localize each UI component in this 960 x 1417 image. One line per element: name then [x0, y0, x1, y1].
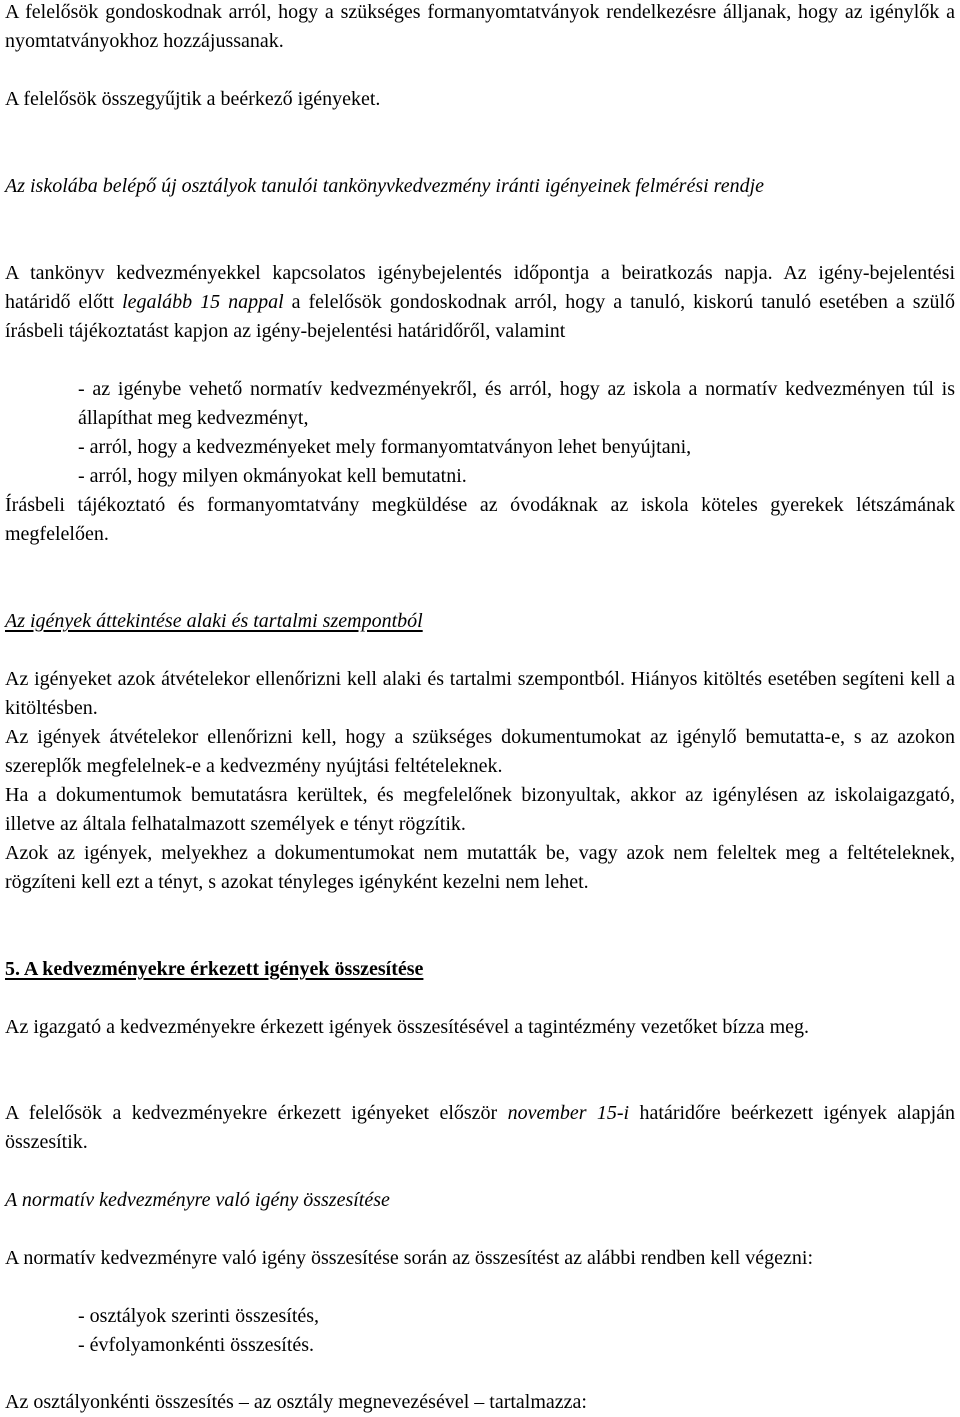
- paragraph-forms-availability: A felelősök gondoskodnak arról, hogy a szükséges formanyomtatványok rendelkezésre álljanak, hogy az igénylők a nyomtatványokhoz hozzájussanak.: [5, 1, 955, 52]
- paragraph-november-deadline: [5, 1099, 955, 1157]
- subheading-normative-summary: A normatív kedvezményre való igény összesítése: [5, 1189, 390, 1211]
- list-item: - az igénybe vehető normatív kedvezményekről, és arról, hogy az iskola a normatív kedvezményen túl is állapíthat meg kedvezményt,: [78, 378, 955, 429]
- list-summary-order: [78, 1302, 955, 1360]
- paragraph-check-form: Az igényeket azok átvételekor ellenőrizni kell alaki és tartalmi szempontból. Hiányos kitöltés esetében segíteni kell a kitöltésben.: [5, 668, 955, 719]
- list-item: - arról, hogy a kedvezményeket mely formanyomtatványon lehet benyújtani,: [78, 436, 692, 458]
- text-deadline-intro: A tankönyv kedvezményekkel kapcsolatos igénybejelentés időpontja a beiratkozás napja. Az igény-bejelentési határidő előtt: [5, 262, 955, 313]
- paragraph-record-fact: Ha a dokumentumok bemutatásra kerültek, és megfelelőnek bizonyultak, akkor az igénylésen az iskolaigazgató, illetve az általa felhatalmazott személyek e tényt rögzítik.: [5, 784, 955, 835]
- text-november-rest: határidőre beérkezett igények alapján összesítik.: [5, 1102, 956, 1153]
- list-information-items: [78, 375, 955, 491]
- paragraph-check-documents: Az igények átvételekor ellenőrizni kell, hogy a szükséges dokumentumokat az igénylő bemutatta-e, s az azokon szereplők megfelelnek-e a kedvezmény nyújtási feltételeknek.: [5, 726, 955, 777]
- list-item: - osztályok szerinti összesítés,: [78, 1305, 320, 1327]
- list-item: - arról, hogy milyen okmányokat kell bemutatni.: [78, 465, 467, 487]
- list-item: - évfolyamonkénti összesítés.: [78, 1334, 315, 1356]
- paragraph-director-assigns: Az igazgató a kedvezményekre érkezett igények összesítésével a tagintézmény vezetőket bízza meg.: [5, 1016, 810, 1038]
- paragraph-collect-requests: A felelősök összegyűjtik a beérkező igényeket.: [5, 88, 381, 110]
- text-november-intro: A felelősök a kedvezményekre érkezett igényeket először: [5, 1102, 498, 1124]
- paragraph-summary-order: A normatív kedvezményre való igény összesítése során az összesítést az alábbi rendben kell végezni:: [5, 1247, 814, 1269]
- paragraph-class-summary-contents: Az osztályonkénti összesítés – az osztály megnevezésével – tartalmazza:: [5, 1391, 587, 1413]
- paragraph-invalid-requests: Azok az igények, melyekhez a dokumentumokat nem mutatták be, vagy azok nem feleltek meg a feltételeknek, rögzíteni kell ezt a tényt, s azokat tényleges igényként kezelni nem lehet.: [5, 842, 955, 893]
- text-november-emphasis: november 15-i: [507, 1102, 630, 1124]
- paragraph-deadline-info: [5, 259, 955, 346]
- text-deadline-rest: a felelősök gondoskodnak arról, hogy a tanuló, kiskorú tanuló esetében a szülő írásbeli tájékoztatást kapjon az igény-bejelentési határidőről, valamint: [5, 291, 956, 342]
- section-heading-5: 5. A kedvezményekre érkezett igények összesítése: [5, 958, 424, 980]
- subheading-review: Az igények áttekintése alaki és tartalmi szempontból: [5, 610, 423, 632]
- subheading-new-classes-survey: Az iskolába belépő új osztályok tanulói tankönyvkedvezmény iránti igényeinek felmérési rendje: [5, 175, 765, 197]
- text-deadline-emphasis: legalább 15 nappal: [122, 291, 284, 313]
- paragraph-kindergarten-notice: Írásbeli tájékoztató és formanyomtatvány megküldése az óvodáknak az iskola köteles gyerekek létszámának megfelelően.: [5, 494, 955, 545]
